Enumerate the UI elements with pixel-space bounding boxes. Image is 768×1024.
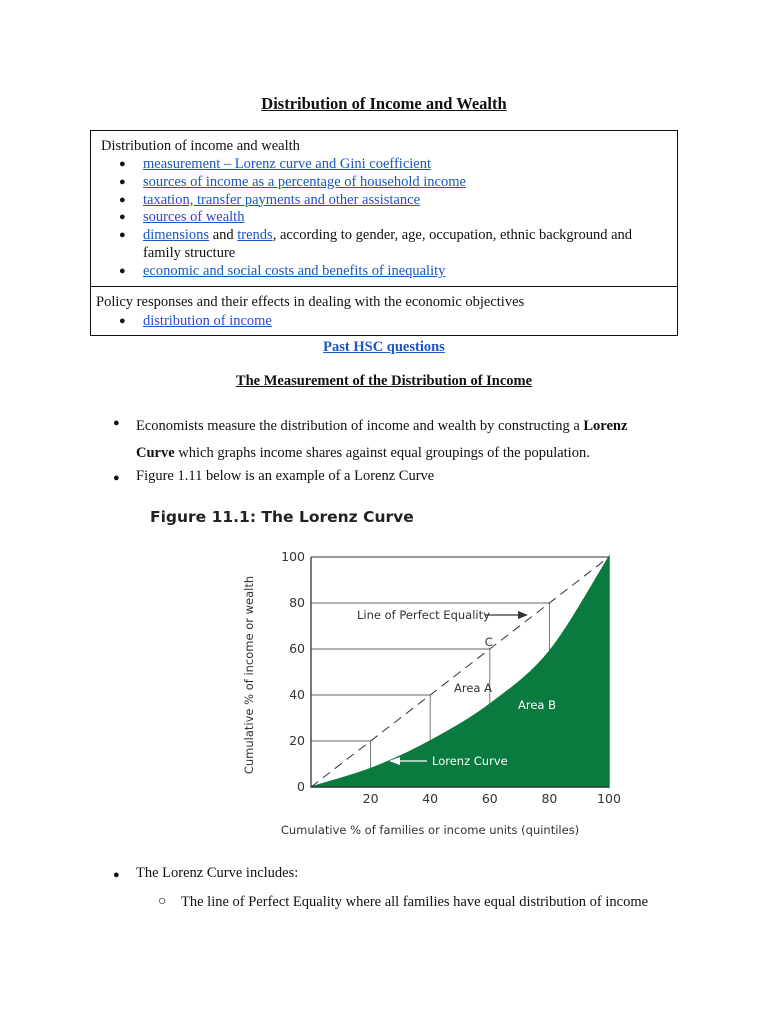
para-text: which graphs income shares against equal groupings of the population. — [174, 444, 590, 461]
y-tick-label: 0 — [297, 779, 305, 794]
annotation-lorenz: Lorenz Curve — [432, 754, 508, 768]
syllabus-section-policy — [91, 287, 677, 335]
list-item — [101, 313, 671, 331]
syllabus-link-taxation[interactable]: taxation, transfer payments and other assistance — [143, 191, 421, 208]
y-tick-label: 40 — [289, 687, 305, 702]
section-heading: The Measurement of the Distribution of Income — [235, 373, 533, 389]
list-item — [101, 209, 671, 227]
paragraph-figure-ref: Figure 1.11 below is an example of a Lorenz Curve — [136, 468, 435, 484]
chart-root — [242, 549, 621, 837]
policy-link-distribution[interactable]: distribution of income — [143, 313, 272, 329]
syllabus-list — [101, 156, 671, 281]
list-item — [101, 174, 671, 192]
syllabus-box — [90, 130, 678, 336]
annotation-area-b: Area B — [518, 698, 557, 712]
arrow-right-icon — [518, 611, 528, 619]
syllabus-link-sources-income[interactable]: sources of income as a percentage of household income — [143, 173, 466, 190]
syllabus-link-sources-wealth[interactable]: sources of wealth — [143, 209, 245, 226]
y-tick-label: 20 — [289, 733, 305, 748]
annotation-equality: Line of Perfect Equality — [357, 608, 490, 622]
paragraph-lorenz — [136, 413, 676, 466]
y-tick-label: 100 — [281, 549, 305, 564]
annotation-area-a: Area A — [454, 681, 492, 695]
policy-list — [101, 313, 671, 331]
y-tick-label: 60 — [289, 641, 305, 656]
x-tick-label: 80 — [541, 791, 558, 806]
bullet-icon: ● — [113, 417, 120, 429]
syllabus-text-and: and — [209, 227, 238, 244]
syllabus-section-income — [91, 131, 677, 287]
para-bold-lorenz: Lorenz — [583, 418, 628, 434]
syllabus-link-dimensions[interactable]: dimensions — [143, 227, 210, 244]
paragraph-perfect-equality: The line of Perfect Equality where all families have equal distribution of income — [181, 894, 649, 910]
list-item — [101, 192, 671, 210]
annotation-point-c: C — [484, 635, 493, 649]
list-item — [101, 227, 671, 263]
x-tick-label: 40 — [422, 791, 439, 806]
bullet-icon: ● — [113, 472, 120, 484]
syllabus-link-trends[interactable]: trends — [237, 227, 273, 244]
para-text: Economists measure the distribution of income and wealth by constructing a — [136, 418, 584, 434]
list-item — [101, 156, 671, 174]
y-tick-label: 80 — [289, 595, 305, 610]
x-tick-label: 60 — [481, 791, 498, 806]
past-hsc-link[interactable]: Past HSC questions — [323, 339, 445, 355]
paragraph-includes: The Lorenz Curve includes: — [136, 865, 299, 881]
x-tick-label: 20 — [362, 791, 379, 806]
figure-title: Figure 11.1: The Lorenz Curve — [150, 508, 414, 526]
x-axis-label: Cumulative % of families or income units (quintiles) — [280, 823, 580, 837]
policy-heading: Policy responses and their effects in dealing with the economic objectives — [96, 294, 525, 310]
lorenz-chart — [230, 540, 630, 840]
bullet-icon: ● — [113, 869, 120, 881]
syllabus-heading: Distribution of income and wealth — [101, 138, 300, 154]
circle-bullet-icon: ○ — [158, 894, 167, 909]
syllabus-link-costs-benefits[interactable]: economic and social costs and benefits of inequality — [143, 262, 446, 279]
syllabus-text-family: family structure — [143, 244, 236, 261]
syllabus-text-dimensions: , according to gender, age, occupation, ethnic background and — [272, 227, 633, 244]
list-item — [101, 263, 671, 281]
x-tick-label: 100 — [597, 791, 621, 806]
page-title: Distribution of Income and Wealth — [261, 94, 507, 113]
y-axis-label: Cumulative % of income or wealth — [242, 575, 256, 775]
para-bold-curve: Curve — [136, 444, 175, 461]
syllabus-link-measurement[interactable]: measurement – Lorenz curve and Gini coefficient — [143, 156, 431, 172]
